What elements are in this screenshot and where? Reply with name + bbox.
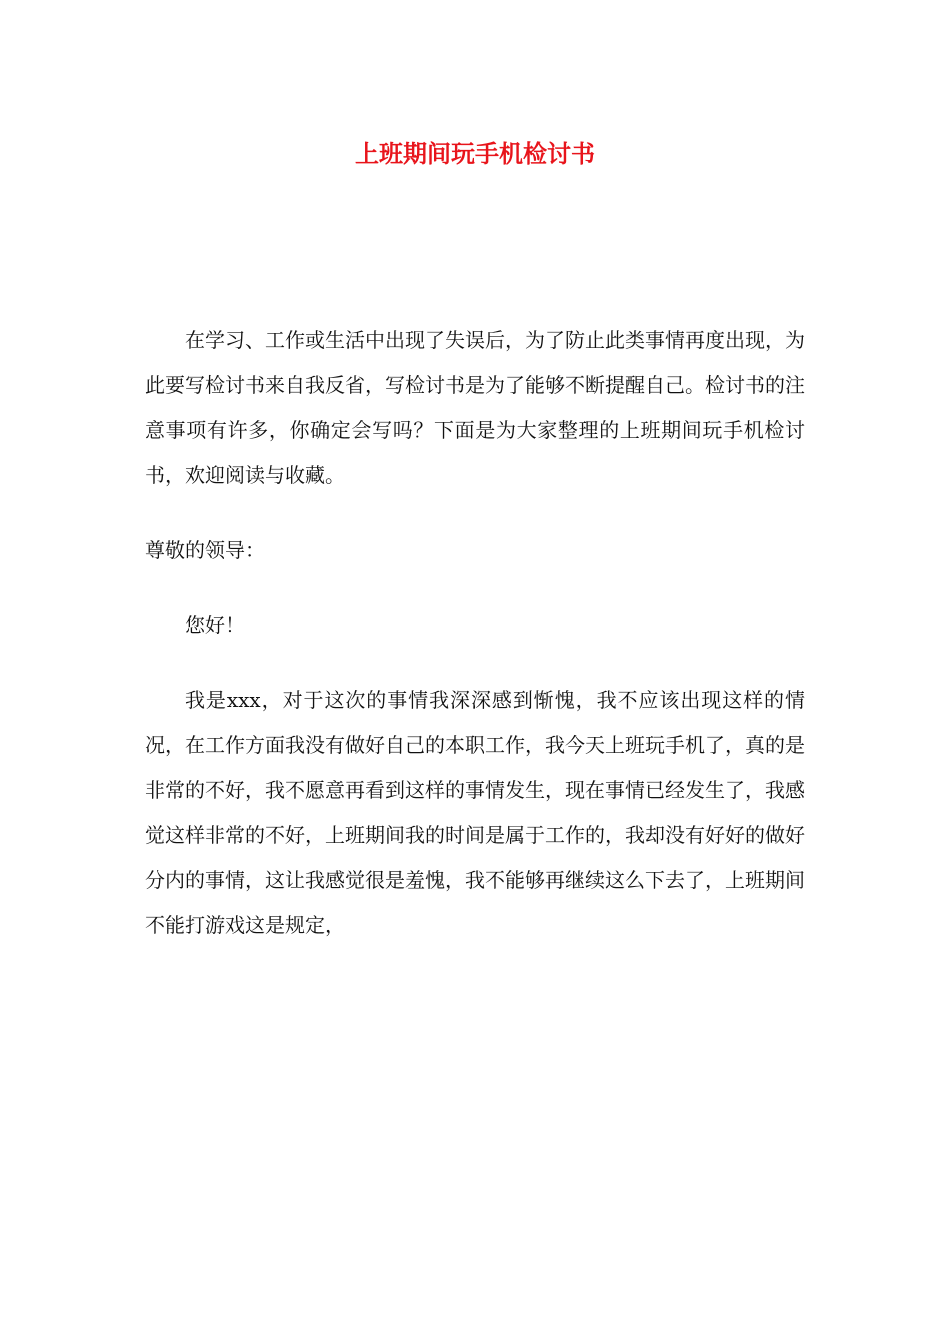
greeting: 您好！	[185, 613, 245, 637]
document-body	[145, 318, 805, 978]
document-title: 上班期间玩手机检讨书	[355, 139, 595, 168]
intro-paragraph: 在学习、工作或生活中出现了失误后，为了防止此类事情再度出现，为此要写检讨书来自我反省，写检讨书是为了能够不断提醒自己。检讨书的注意事项有许多，你确定会写吗？下面是为大家整理的上班期间玩手机检讨书，欢迎阅读与收藏。	[145, 328, 805, 487]
salutation: 尊敬的领导：	[145, 538, 265, 562]
body-paragraph: 我是xxx，对于这次的事情我深深感到惭愧，我不应该出现这样的情况，在工作方面我没有做好自己的本职工作，我今天上班玩手机了，真的是非常的不好，我不愿意再看到这样的事情发生，现在事情已经发生了，我感觉这样非常的不好，上班期间我的时间是属于工作的，我却没有好好的做好分内的事情，这让我感觉很是羞愧，我不能够再继续这么下去了，上班期间不能打游戏这是规定，	[145, 688, 805, 937]
